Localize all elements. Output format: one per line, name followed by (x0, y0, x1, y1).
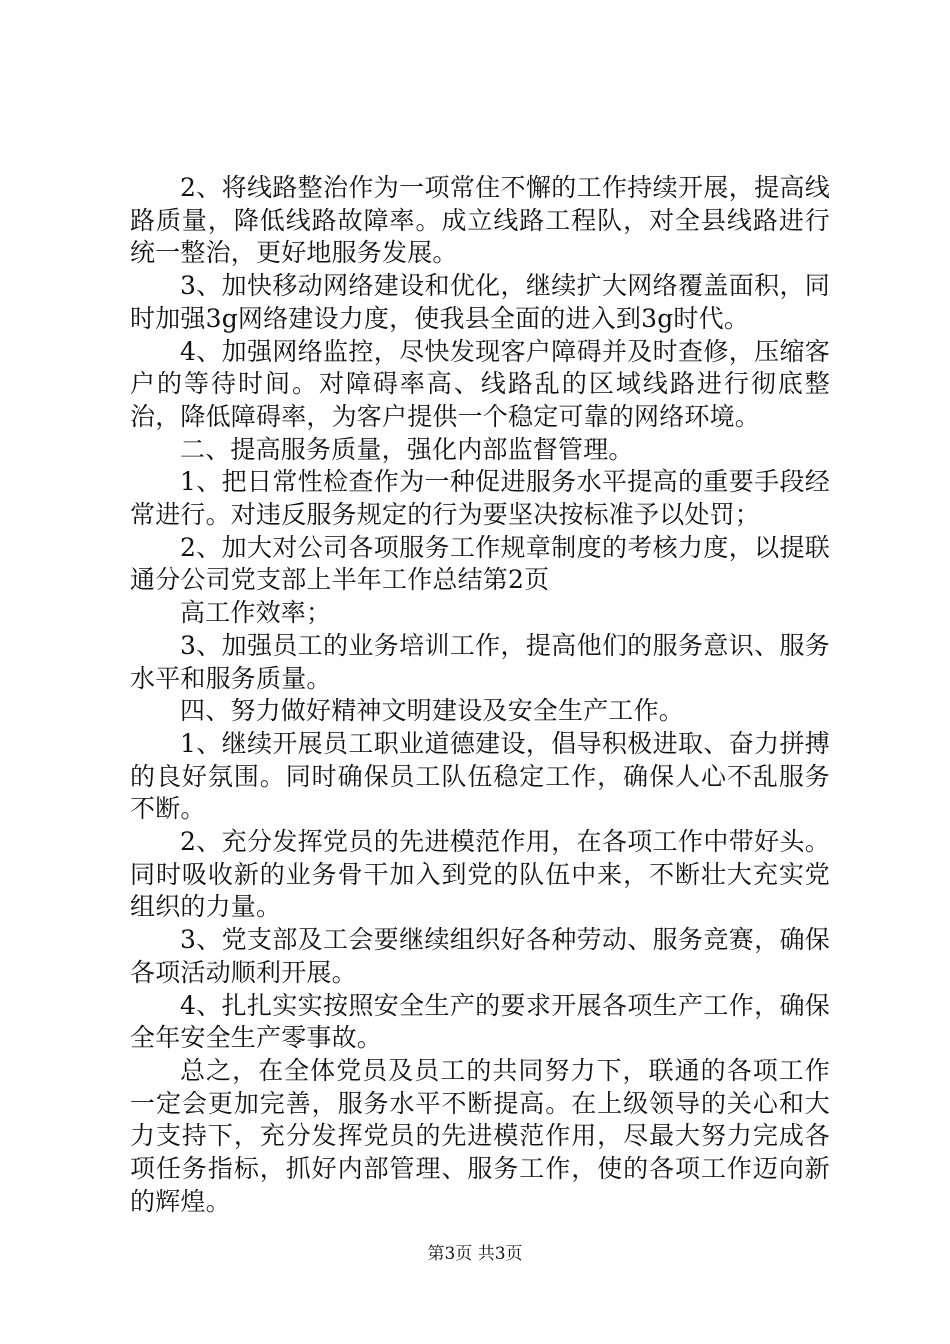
paragraph-7: 3、加强员工的业务培训工作，提高他们的服务意识、服务水平和服务质量。 (130, 630, 830, 693)
section-heading-2: 二、提高服务质量，强化内部监督管理。 (180, 434, 634, 464)
paragraph-8: 1、继续开展员工职业道德建设，倡导积极进取、奋力拼搏的良好氛围。同时确保员工队伍稳定工作，确保人心不乱服务不断。 (130, 728, 830, 824)
paragraph-6: 高工作效率； (180, 598, 332, 628)
paragraph-9: 2、充分发挥党员的先进模范作用，在各项工作中带好头。同时吸收新的业务骨干加入到党的队伍中来，不断壮大充实党组织的力量。 (130, 827, 830, 922)
document-body (130, 172, 830, 1219)
conclusion-paragraph: 总之，在全体党员及员工的共同努力下，联通的各项工作一定会更加完善，服务水平不断提高。在上级领导的关心和大力支持下，充分发挥党员的先进模范作用，尽最大努力完成各项任务指标，抓好内部管理、服务工作，使的各项工作迈向新的辉煌。 (130, 1055, 830, 1216)
paragraph-11: 4、扎扎实实按照安全生产的要求开展各项生产工作，确保全年安全生产零事故。 (130, 990, 830, 1053)
paragraph-4: 1、把日常性检查作为一种促进服务水平提高的重要手段经常进行。对违反服务规定的行为要坚决按标准予以处罚； (130, 467, 830, 530)
paragraph-10: 3、党支部及工会要继续组织好各种劳动、服务竞赛，确保各项活动顺利开展。 (130, 925, 830, 987)
paragraph-5: 2、加大对公司各项服务工作规章制度的考核力度，以提联通分公司党支部上半年工作总结第2页 (130, 532, 830, 595)
paragraph-3: 4、加强网络监控，尽快发现客户障碍并及时查修，压缩客户的等待时间。对障碍率高、线路乱的区域线路进行彻底整治，降低障碍率，为客户提供一个稳定可靠的网络环境。 (130, 336, 830, 431)
paragraph-1: 2、将线路整治作为一项常住不懈的工作持续开展，提高线路质量，降低线路故障率。成立线路工程队，对全县线路进行统一整治，更好地服务发展。 (130, 173, 830, 268)
paragraph-2: 3、加快移动网络建设和优化，继续扩大网络覆盖面积，同时加强3g网络建设力度，使我县全面的进入到3g时代。 (130, 271, 830, 333)
page-footer: 第3页 共3页 (427, 1244, 523, 1264)
section-heading-4: 四、努力做好精神文明建设及安全生产工作。 (180, 696, 685, 726)
